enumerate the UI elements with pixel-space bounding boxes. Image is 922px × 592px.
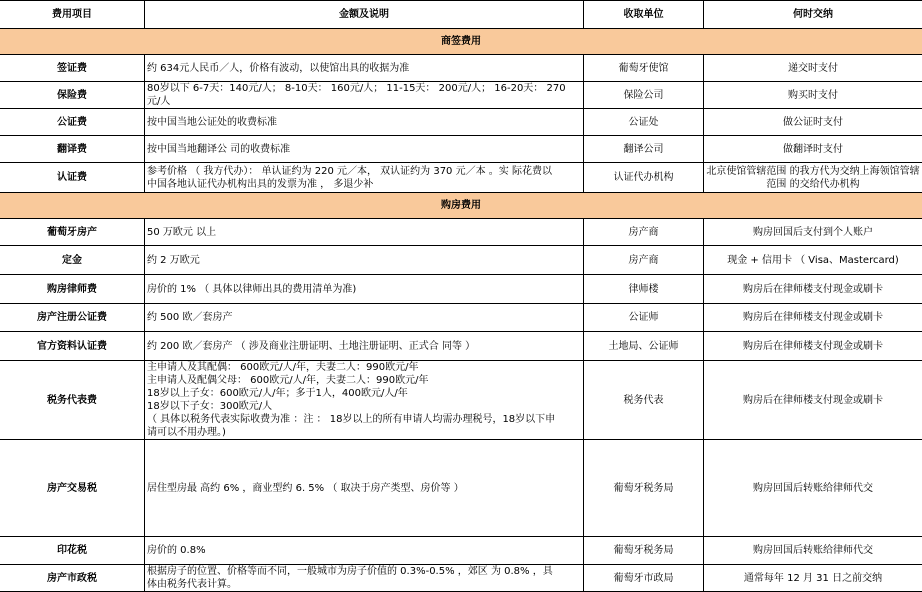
fee-item-name: 房产注册公证费 — [0, 304, 145, 332]
text-line: 请可以不用办理。) — [147, 426, 581, 439]
text-line: 约 2 万欧元 — [147, 254, 581, 267]
text-line: 中国各地认证代办机构出具的发票为准 ， 多退少补 — [147, 178, 581, 191]
text-line: 元/人 — [147, 95, 581, 108]
text-line: 购房后在律师楼支付现金或刷卡 — [743, 341, 883, 352]
text-line: 购房回国后支付到个人账户 — [753, 227, 873, 238]
table-row — [0, 537, 922, 565]
fee-payment-time — [704, 361, 922, 440]
header-payee: 收取单位 — [584, 1, 704, 29]
text-line: 18岁以上子女：600欧元/人/年；多于1人，400欧元/人/年 — [147, 387, 581, 400]
table-row — [0, 565, 922, 592]
text-line: 葡萄牙市政局 — [614, 573, 674, 584]
text-line: 递交时支付 — [788, 63, 838, 74]
fee-payment-time — [704, 275, 922, 304]
section-header-row — [0, 193, 922, 219]
text-line: 主申请人及配偶父母： 600欧元/人/年，夫妻二人：990欧元/年 — [147, 374, 581, 387]
text-line: （ 具体以税务代表实际收费为准 ：注 ： 18岁以上的所有申请人均需办理税号，18岁以下申 — [147, 413, 581, 426]
fee-payment-time — [704, 109, 922, 136]
text-line: 购买时支付 — [788, 90, 838, 101]
fee-item-name: 房产交易税 — [0, 440, 145, 537]
fee-item-name: 认证费 — [0, 163, 145, 193]
table-row — [0, 275, 922, 304]
text-line: 按中国当地翻译公 司的收费标准 — [147, 143, 581, 156]
text-line: 购房回国后转账给律师代交 — [753, 483, 873, 494]
text-line: 葡萄牙税务局 — [614, 545, 674, 556]
text-line: 房产商 — [629, 255, 659, 266]
table-row — [0, 246, 922, 275]
table-row — [0, 361, 922, 440]
text-line: 做公证时支付 — [783, 117, 843, 128]
text-line: 50 万欧元 以上 — [147, 226, 581, 239]
fee-amount-description — [145, 246, 584, 275]
text-line: 房价的 1% （ 具体以律师出具的费用清单为准) — [147, 283, 581, 296]
text-line: 葡萄牙使馆 — [619, 63, 669, 74]
text-line: 公证处 — [629, 117, 659, 128]
text-line: 约 634元人民币／人，价格有波动，以使馆出具的收据为准 — [147, 62, 581, 75]
fee-item-name: 定金 — [0, 246, 145, 275]
text-line: 80岁以下 6-7天：140元/人； 8-10天： 160元/人； 11-15天： 200元/人； 16-20天： 270 — [147, 82, 581, 95]
fee-item-name: 葡萄牙房产 — [0, 219, 145, 246]
fee-item-name: 公证费 — [0, 109, 145, 136]
fee-amount-description — [145, 304, 584, 332]
fee-amount-description — [145, 440, 584, 537]
text-line: 葡萄牙税务局 — [614, 483, 674, 494]
table-row — [0, 440, 922, 537]
fee-payment-time — [704, 55, 922, 82]
table-row — [0, 55, 922, 82]
fee-amount-description — [145, 537, 584, 565]
table-row — [0, 163, 922, 193]
table-row — [0, 304, 922, 332]
text-line: 北京使馆管辖范围 的我方代为交纳 — [706, 166, 859, 177]
section-title: 商签费用 — [0, 29, 922, 55]
text-line: 律师楼 — [629, 284, 659, 295]
fee-payee — [584, 219, 704, 246]
fee-payment-time — [704, 440, 922, 537]
fee-payee — [584, 136, 704, 163]
fee-item-name: 保险费 — [0, 82, 145, 109]
fee-payment-time — [704, 332, 922, 361]
table-row — [0, 332, 922, 361]
fee-payee — [584, 275, 704, 304]
fee-amount-description — [145, 163, 584, 193]
fee-payment-time — [704, 304, 922, 332]
header-when: 何时交纳 — [704, 1, 922, 29]
text-line: 公证师 — [629, 312, 659, 323]
text-line: 做翻译时支付 — [783, 144, 843, 155]
fee-amount-description — [145, 275, 584, 304]
fee-payee — [584, 109, 704, 136]
text-line: 翻译公司 — [624, 144, 664, 155]
text-line: 参考价格 （ 我方代办）： 单认证约为 220 元／本， 双认证约为 370 元／本 。实 际花费以 — [147, 165, 581, 178]
text-line: 购房后在律师楼支付现金或刷卡 — [743, 284, 883, 295]
text-line: 按中国当地公证处的收费标准 — [147, 116, 581, 129]
fee-amount-description — [145, 219, 584, 246]
fee-payee — [584, 565, 704, 592]
text-line: 购房后在律师楼支付现金或刷卡 — [743, 312, 883, 323]
fee-amount-description — [145, 82, 584, 109]
fee-payee — [584, 82, 704, 109]
fee-table-body — [0, 29, 922, 592]
fee-amount-description — [145, 332, 584, 361]
table-row — [0, 136, 922, 163]
text-line: 上海领馆管辖范围 的交给代办机构 — [766, 166, 919, 190]
text-line: 购房回国后转账给律师代交 — [753, 545, 873, 556]
section-title: 购房费用 — [0, 193, 922, 219]
text-line: 约 200 欧／套房产 （ 涉及商业注册证明、土地注册证明、正式合 同等 ） — [147, 340, 581, 353]
table-row — [0, 219, 922, 246]
table-row — [0, 82, 922, 109]
fee-payee — [584, 304, 704, 332]
text-line: 保险公司 — [624, 90, 664, 101]
text-line: 房产商 — [629, 227, 659, 238]
fee-amount-description — [145, 361, 584, 440]
fee-payment-time — [704, 82, 922, 109]
fee-item-name: 翻译费 — [0, 136, 145, 163]
fee-payment-time — [704, 246, 922, 275]
text-line: 主申请人及其配偶： 600欧元/人/年，夫妻二人：990欧元/年 — [147, 361, 581, 374]
header-item: 费用项目 — [0, 1, 145, 29]
fee-item-name: 房产市政税 — [0, 565, 145, 592]
fee-payment-time — [704, 537, 922, 565]
fee-payment-time — [704, 136, 922, 163]
text-line: 现金 + 信用卡 （ Visa、Mastercard) — [727, 255, 899, 266]
text-line: 根据房子的位置、价格等而不同，一般城市为房子价值的 0.3%-0.5% ，郊区 为 0.8% ，具 — [147, 565, 581, 578]
table-row — [0, 109, 922, 136]
fee-item-name: 官方资料认证费 — [0, 332, 145, 361]
fee-item-name: 购房律师费 — [0, 275, 145, 304]
text-line: 体由税务代表计算。 — [147, 578, 581, 591]
header-amount: 金额及说明 — [145, 1, 584, 29]
text-line: 居住型房最 高约 6% ，商业型约 6. 5% （ 取决于房产类型、房价等 ） — [147, 482, 581, 495]
text-line: 税务代表 — [624, 395, 664, 406]
fee-payee — [584, 537, 704, 565]
fee-amount-description — [145, 565, 584, 592]
text-line: 约 500 欧／套房产 — [147, 311, 581, 324]
text-line: 购房后在律师楼支付现金或刷卡 — [743, 395, 883, 406]
section-header-row — [0, 29, 922, 55]
text-line: 认证代办机构 — [614, 172, 674, 183]
fee-payment-time — [704, 219, 922, 246]
fee-item-name: 税务代表费 — [0, 361, 145, 440]
header-row — [0, 1, 922, 29]
text-line: 18岁以下子女：300欧元/人 — [147, 400, 581, 413]
fee-item-name: 签证费 — [0, 55, 145, 82]
fee-payee — [584, 55, 704, 82]
fee-payee — [584, 163, 704, 193]
fee-payment-time — [704, 565, 922, 592]
fee-payee — [584, 440, 704, 537]
text-line: 通常每年 12 月 31 日之前交纳 — [744, 573, 882, 584]
fee-payee — [584, 246, 704, 275]
fee-payee — [584, 361, 704, 440]
text-line: 土地局、公证师 — [609, 341, 679, 352]
text-line: 房价的 0.8% — [147, 544, 581, 557]
fee-payment-time — [704, 163, 922, 193]
fee-payee — [584, 332, 704, 361]
fee-amount-description — [145, 55, 584, 82]
fee-item-name: 印花税 — [0, 537, 145, 565]
fee-amount-description — [145, 109, 584, 136]
fee-amount-description — [145, 136, 584, 163]
